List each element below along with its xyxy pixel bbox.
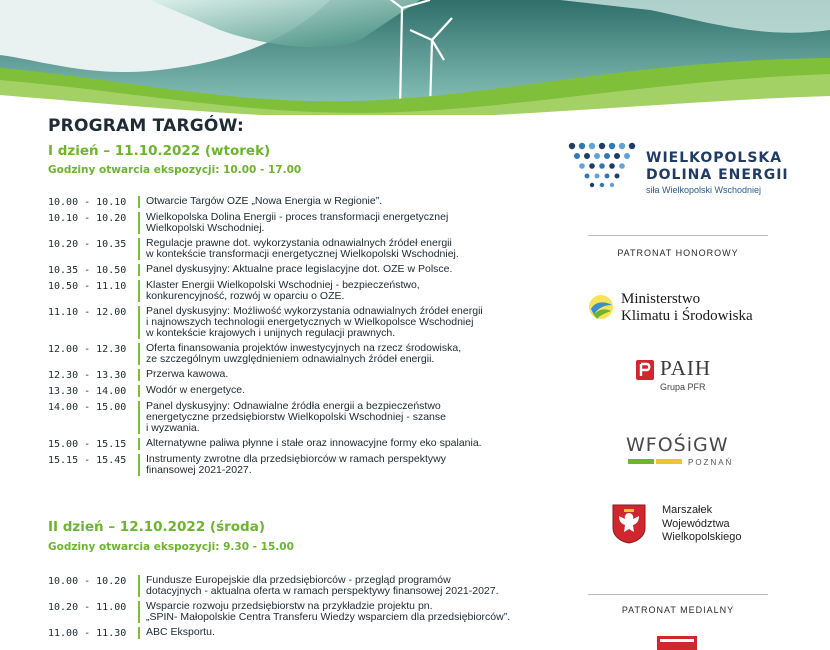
- schedule-desc: Otwarcie Targów OZE „Nowa Energia w Regionie”.: [138, 196, 528, 208]
- schedule-row: [48, 343, 528, 365]
- wfosigw-name: WFOŚiGW: [626, 434, 729, 456]
- paih-name: PAIH: [660, 356, 712, 380]
- program-title: PROGRAM TARGÓW:: [48, 116, 244, 136]
- schedule-time: 15.15 - 15.45: [48, 455, 127, 466]
- schedule-desc: Fundusze Europejskie dla przedsiębiorców - przegląd programów dotacyjnych - aktualna oferta w ramach perspektywy finansowej 2021-2027.: [138, 575, 528, 597]
- schedule-time: 10.00 - 10.20: [48, 576, 127, 587]
- schedule-desc: Oferta finansowania projektów inwestycyjnych na rzecz środowiska, ze szczególnym uwzględnieniem odnawialnych źródeł energii.: [138, 343, 528, 365]
- marshal-logo: [612, 504, 802, 548]
- wdeo-tagline: siła Wielkopolski Wschodniej: [646, 185, 762, 195]
- schedule-desc: Panel dyskusyjny: Aktualne prace legislacyjne dot. OZE w Polsce.: [138, 264, 528, 276]
- schedule-time: 12.00 - 12.30: [48, 344, 127, 355]
- schedule-row: [48, 196, 528, 208]
- schedule-desc: Przerwa kawowa.: [138, 369, 528, 381]
- wdeo-name-line2: DOLINA ENERGII: [646, 167, 789, 183]
- day1-hours: Godziny otwarcia ekspozycji: 10.00 - 17.00: [48, 164, 302, 176]
- schedule-desc: Instrumenty zwrotne dla przedsiębiorców w ramach perspektywy finansowej 2021-2027.: [138, 454, 528, 476]
- schedule-desc: Panel dyskusyjny: Możliwość wykorzystania odnawialnych źródeł energii i najnowszych technologii energetycznych w Wielkopolsce Wschodniej w kontekście krajowych i unijnych regulacji prawnych.: [138, 306, 528, 339]
- schedule-desc: ABC Eksportu.: [138, 627, 528, 639]
- schedule-time: 10.00 - 10.10: [48, 197, 127, 208]
- schedule-desc: Panel dyskusyjny: Odnawialne źródła energii a bezpieczeństwo energetyczne przedsiębiorstw Wielkopolski Wschodniej - szanse i wyzwania.: [138, 401, 528, 434]
- schedule-desc: Wodór w energetyce.: [138, 385, 528, 397]
- divider: [588, 594, 768, 595]
- media-patron-logo-icon: [657, 636, 697, 650]
- schedule-time: 15.00 - 15.15: [48, 439, 127, 450]
- dolina-energii-mark-icon: [566, 140, 638, 192]
- schedule-desc: Klaster Energii Wielkopolski Wschodniej - bezpieczeństwo, konkurencyjność, rozwój w oparciu o OZE.: [138, 280, 528, 302]
- schedule-row: [48, 385, 528, 397]
- day2-hours: Godziny otwarcia ekspozycji: 9.30 - 15.00: [48, 541, 294, 553]
- day2-title: II dzień – 12.10.2022 (środa): [48, 519, 265, 535]
- schedule-row: [48, 401, 528, 434]
- schedule-time: 10.20 - 10.35: [48, 239, 127, 250]
- schedule-time: 10.35 - 10.50: [48, 265, 127, 276]
- schedule-row: [48, 369, 528, 381]
- day2-schedule: [48, 575, 528, 643]
- divider: [588, 235, 768, 236]
- schedule-time: 14.00 - 15.00: [48, 402, 127, 413]
- schedule-time: 11.00 - 11.30: [48, 628, 127, 639]
- schedule-row: [48, 280, 528, 302]
- schedule-row: [48, 264, 528, 276]
- marshal-name: Marszałek Województwa Wielkopolskiego: [662, 504, 742, 543]
- schedule-time: 10.50 - 11.10: [48, 281, 127, 292]
- day1-schedule: [48, 196, 528, 480]
- wfosigw-city: POZNAŃ: [688, 458, 734, 467]
- paih-logo: [636, 358, 736, 398]
- schedule-time: 10.10 - 10.20: [48, 213, 127, 224]
- ministry-logo: [588, 287, 788, 331]
- schedule-time: 12.30 - 13.30: [48, 370, 127, 381]
- schedule-row: [48, 212, 528, 234]
- schedule-desc: Alternatywne paliwa płynne i stałe oraz innowacyjne formy eko spalania.: [138, 438, 528, 450]
- schedule-row: [48, 627, 528, 639]
- schedule-row: [48, 601, 528, 623]
- day1-title: I dzień – 11.10.2022 (wtorek): [48, 143, 271, 159]
- paih-subtitle: Grupa PFR: [660, 382, 706, 392]
- schedule-time: 11.10 - 12.00: [48, 307, 127, 318]
- wfosigw-logo: [626, 434, 746, 474]
- schedule-desc: Regulacje prawne dot. wykorzystania odnawialnych źródeł energii w kontekście transformacji energetycznej Wielkopolski Wschodniej.: [138, 238, 528, 260]
- schedule-time: 10.20 - 11.00: [48, 602, 127, 613]
- patronat-medialny-label: PATRONAT MEDIALNY: [621, 605, 735, 615]
- schedule-row: [48, 575, 528, 597]
- schedule-row: [48, 454, 528, 476]
- header-banner: [0, 0, 830, 115]
- schedule-desc: Wsparcie rozwoju przedsiębiorstw na przykładzie projektu pn. „SPIN- Małopolskie Centra Transferu Wiedzy wsparciem dla przedsiębiorców”.: [138, 601, 528, 623]
- paih-mark-icon: [636, 360, 654, 380]
- schedule-desc: Wielkopolska Dolina Energii - proces transformacji energetycznej Wielkopolski Wschodniej.: [138, 212, 528, 234]
- schedule-row: [48, 238, 528, 260]
- coat-of-arms-eagle-icon: [612, 504, 646, 544]
- schedule-time: 13.30 - 14.00: [48, 386, 127, 397]
- ministry-emblem-icon: [588, 291, 614, 323]
- patronat-honorowy-label: PATRONAT HONOROWY: [617, 248, 739, 258]
- wdeo-name-line1: WIELKOPOLSKA: [646, 150, 783, 166]
- schedule-row: [48, 438, 528, 450]
- schedule-row: [48, 306, 528, 339]
- wielkopolska-dolina-energii-logo: [566, 140, 806, 195]
- ministry-name: Ministerstwo Klimatu i Środowiska: [621, 291, 753, 324]
